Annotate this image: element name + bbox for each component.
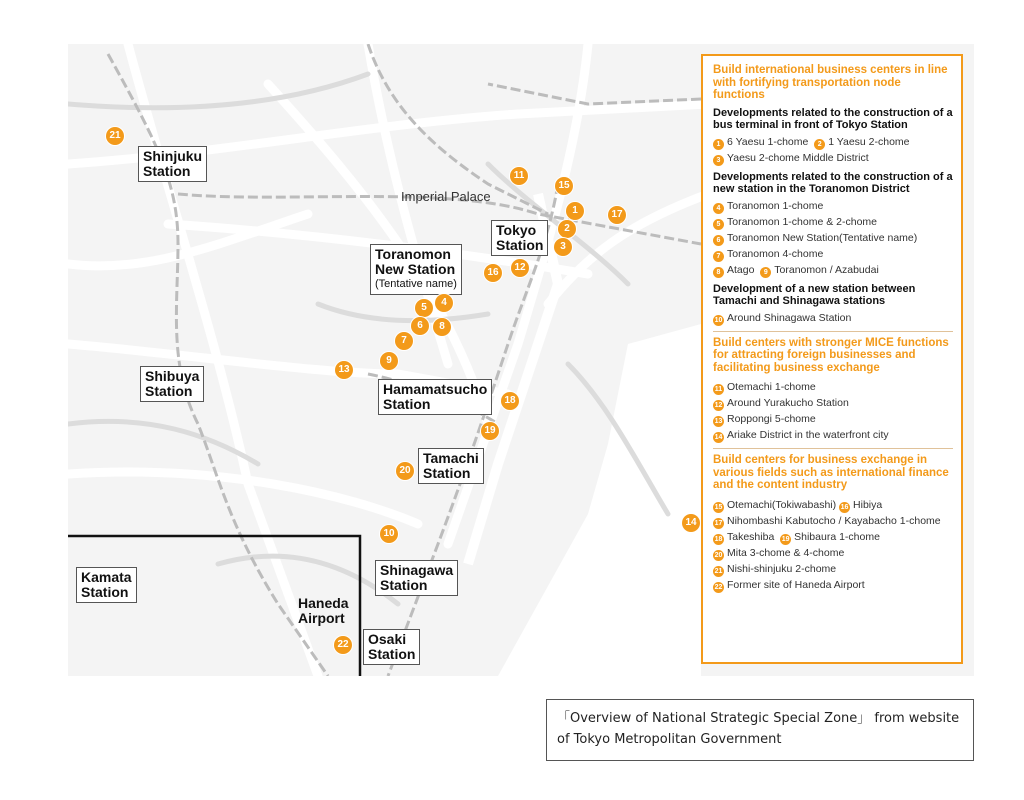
legend-badge: 11 [714, 386, 723, 393]
marker-2: 2 [558, 220, 576, 238]
marker-15: 15 [555, 177, 573, 195]
legend-item [713, 545, 953, 561]
legend-item [713, 529, 953, 545]
legend-item-label: Toranomon New Station(Tentative name) [727, 231, 918, 244]
legend-badge: 7 [713, 251, 724, 262]
legend-badge: 19 [781, 535, 790, 543]
legend-item [713, 427, 953, 443]
legend-badge: 6 [713, 235, 724, 246]
station-osaki: Osaki Station [363, 629, 420, 665]
legend-heading-3: Build centers for business exchange in various fields such as international finance and the content industry [713, 454, 949, 491]
station-tamachi: Tamachi Station [418, 448, 484, 484]
legend-badge: 10 [714, 316, 723, 324]
legend-item [713, 310, 953, 326]
imperial-palace-label: Imperial Palace [401, 189, 491, 204]
legend-badge: 2 [814, 139, 825, 150]
station-haneda: Haneda Airport [298, 595, 349, 626]
legend-item [713, 497, 953, 513]
legend-panel [701, 54, 963, 664]
marker-3: 3 [554, 238, 572, 256]
legend-subheading-3: Development of a new station between Tamachi and Shinagawa stations [713, 282, 916, 307]
legend-badge: 4 [713, 203, 724, 214]
legend-item-label: Otemachi 1-chome [727, 381, 816, 393]
legend-badge: 9 [760, 267, 771, 278]
legend-badge: 21 [714, 567, 723, 575]
legend-item [713, 262, 953, 278]
legend-badge: 18 [714, 535, 723, 543]
legend-badge: 8 [713, 267, 724, 278]
legend-item-label: Toranomon / Azabudai [774, 263, 879, 276]
legend-item [713, 214, 953, 230]
marker-22: 22 [334, 636, 352, 654]
legend-item [713, 379, 953, 395]
legend-item-label: Around Shinagawa Station [727, 311, 852, 324]
legend-badge: 12 [714, 402, 723, 409]
station-tokyo: Tokyo Station [491, 220, 548, 256]
legend-item [713, 230, 953, 246]
marker-17: 17 [608, 206, 626, 224]
legend-item-label: Toranomon 4-chome [727, 247, 824, 260]
legend-item-label: 6 Yaesu 1-chome [727, 135, 809, 148]
legend-divider [713, 331, 953, 332]
legend-item [713, 577, 953, 593]
legend-badge: 17 [714, 519, 723, 527]
marker-16: 16 [484, 264, 502, 282]
legend-badge: 1 [713, 139, 724, 150]
legend-item [713, 561, 953, 577]
marker-4: 4 [435, 294, 453, 312]
marker-5: 5 [415, 299, 433, 317]
legend-item-label: Takeshiba [727, 530, 775, 543]
marker-19: 19 [481, 422, 499, 440]
legend-item-label: Shibaura 1-chome [794, 530, 880, 543]
source-caption: 「Overview of National Strategic Special Zone」 from website of Tokyo Metropolitan Government [546, 699, 974, 761]
legend-badge: 16 [840, 503, 849, 511]
legend-item-label: Toranomon 1-chome & 2-chome [727, 215, 877, 228]
marker-6: 6 [411, 317, 429, 335]
station-toranomon-new: Toranomon New Station (Tentative name) [370, 244, 462, 295]
station-shinjuku: Shinjuku Station [138, 146, 207, 182]
marker-12: 12 [511, 259, 529, 277]
legend-item-label: Nihombashi Kabutocho / Kayabacho 1-chome [727, 514, 941, 527]
legend-badge: 22 [714, 583, 723, 591]
legend-item-label: Yaesu 2-chome Middle District [727, 151, 869, 164]
legend-subheading-1: Developments related to the construction of a bus terminal in front of Tokyo Station [713, 106, 953, 131]
station-shinagawa: Shinagawa Station [375, 560, 458, 596]
marker-13: 13 [335, 361, 353, 379]
legend-item-label: Toranomon 1-chome [727, 199, 824, 212]
marker-11: 11 [510, 167, 528, 185]
marker-1: 1 [566, 202, 584, 220]
marker-18: 18 [501, 392, 519, 410]
marker-7: 7 [395, 332, 413, 350]
marker-9: 9 [380, 352, 398, 370]
legend-badge: 20 [714, 551, 723, 559]
station-shibuya: Shibuya Station [140, 366, 204, 402]
legend-item-label: Roppongi 5-chome [727, 413, 816, 425]
legend-item-label: Mita 3-chome & 4-chome [727, 546, 845, 559]
legend-item-label: Ariake District in the waterfront city [727, 429, 889, 441]
legend-item [713, 395, 953, 411]
legend-item-label: Nishi-shinjuku 2-chome [727, 562, 837, 575]
legend-badge: 13 [714, 418, 723, 425]
legend-item [713, 513, 953, 529]
legend-item [713, 198, 953, 214]
legend-item [713, 246, 953, 262]
marker-20: 20 [396, 462, 414, 480]
legend-badge: 15 [714, 503, 723, 511]
station-hamamatsucho: Hamamatsucho Station [378, 379, 492, 415]
station-kamata: Kamata Station [76, 567, 137, 603]
legend-heading-2: Build centers with stronger MICE functions for attracting foreign businesses and facilitating business exchange [713, 336, 949, 374]
marker-21: 21 [106, 127, 124, 145]
legend-item-label: Atago [727, 263, 755, 276]
legend-item [713, 134, 953, 150]
legend-divider [713, 448, 953, 449]
legend-heading-1: Build international business centers in line with fortifying transportation node functions [713, 64, 948, 101]
toranomon-tentative-label: (Tentative name) [375, 278, 457, 290]
legend-badge: 14 [714, 434, 723, 441]
legend-item-label: Hibiya [853, 498, 883, 511]
legend-badge: 3 [713, 155, 724, 166]
legend-subheading-2: Developments related to the construction of a new station in the Toranomon District [713, 170, 953, 195]
marker-14: 14 [682, 514, 700, 532]
legend-badge: 5 [713, 219, 724, 230]
map [68, 44, 974, 676]
marker-8: 8 [433, 318, 451, 336]
legend-item [713, 411, 953, 427]
legend-item-label: Former site of Haneda Airport [727, 578, 865, 591]
legend-item-label: Otemachi(Tokiwabashi) [727, 498, 837, 511]
legend-item-label: 1 Yaesu 2-chome [828, 135, 910, 148]
legend-item-label: Around Yurakucho Station [727, 397, 849, 409]
legend-item [713, 150, 953, 166]
marker-10: 10 [380, 525, 398, 543]
